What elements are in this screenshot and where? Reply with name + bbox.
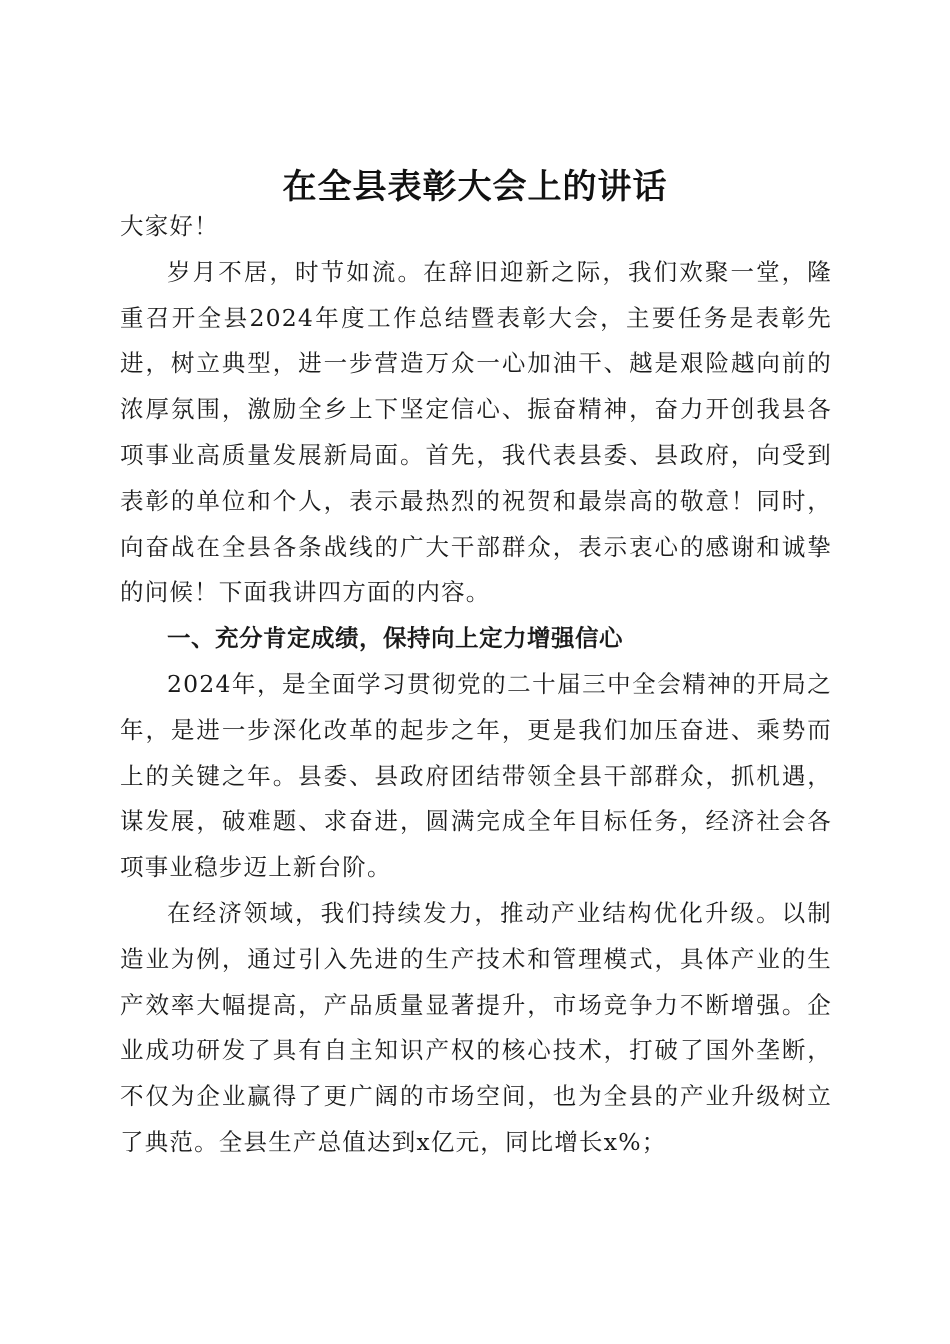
document-body (120, 204, 832, 1166)
section-paragraph: 在经济领域，我们持续发力，推动产业结构优化升级。以制造业为例，通过引入先进的生产技术和管理模式，具体产业的生产效率大幅提高，产品质量显著提升，市场竞争力不断增强。企业成功研发了具有自主知识产权的核心技术，打破了国外垄断，不仅为企业赢得了更广阔的市场空间，也为全县的产业升级树立了典范。全县生产总值达到x亿元，同比增长x%； (120, 898, 832, 1156)
greeting: 大家好！ (120, 212, 219, 240)
document-title: 在全县表彰大会上的讲话 (282, 166, 668, 207)
opening-paragraph: 岁月不居，时节如流。在辞旧迎新之际，我们欢聚一堂，隆重召开全县2024年度工作总结暨表彰大会，主要任务是表彰先进，树立典型，进一步营造万众一心加油干、越是艰险越向前的浓厚氛围，激励全乡上下坚定信心、振奋精神，奋力开创我县各项事业高质量发展新局面。首先，我代表县委、县政府，向受到表彰的单位和个人，表示最热烈的祝贺和最崇高的敬意！同时，向奋战在全县各条战线的广大干部群众，表示衷心的感谢和诚挚的问候！下面我讲四方面的内容。 (120, 257, 832, 607)
section-heading: 一、充分肯定成绩，保持向上定力增强信心 (167, 624, 623, 653)
section-paragraph: 2024年，是全面学习贯彻党的二十届三中全会精神的开局之年，是进一步深化改革的起步之年，更是我们加压奋进、乘势而上的关键之年。县委、县政府团结带领全县干部群众，抓机遇，谋发展，破难题、求奋进，圆满完成全年目标任务，经济社会各项事业稳步迈上新台阶。 (120, 669, 832, 882)
